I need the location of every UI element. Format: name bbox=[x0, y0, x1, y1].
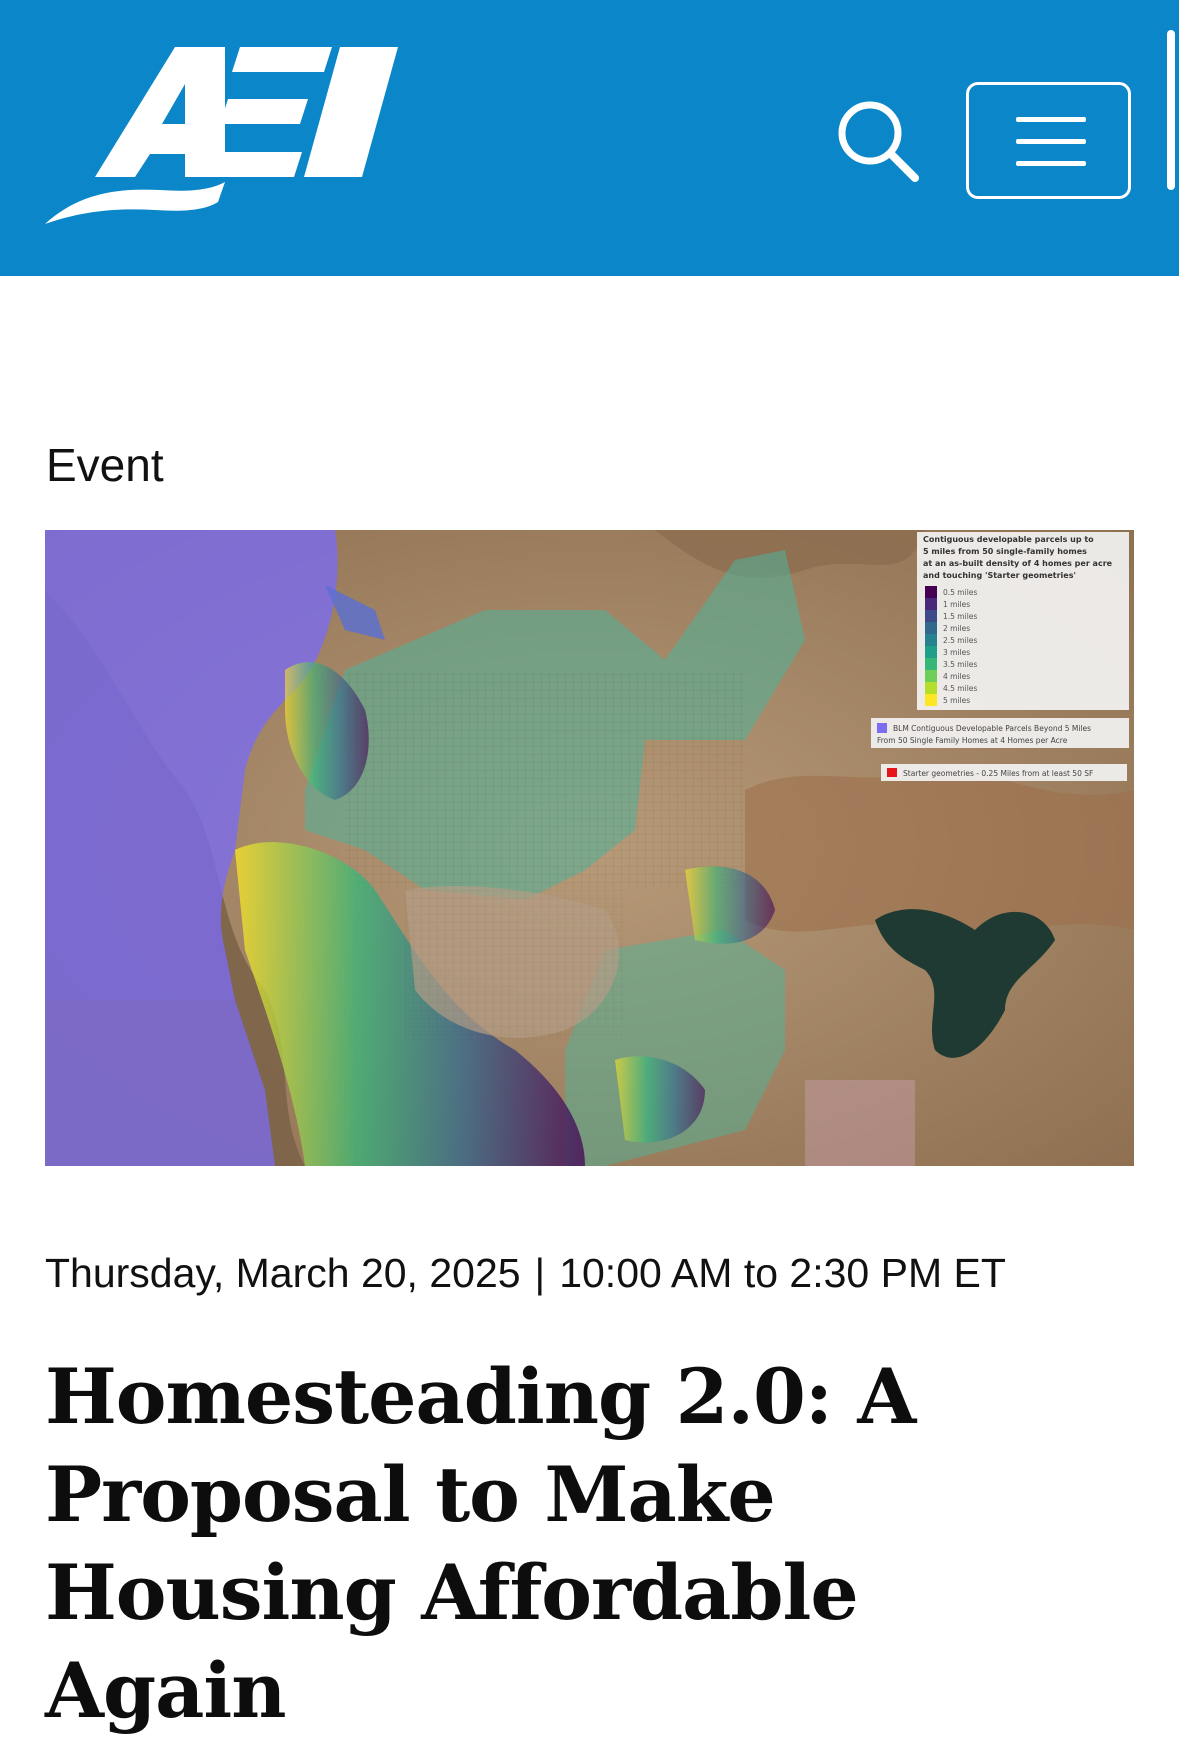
legend-item-label: 2.5 miles bbox=[943, 636, 978, 645]
event-time: 10:00 AM to 2:30 PM ET bbox=[559, 1250, 1006, 1296]
legend-item-label: 4.5 miles bbox=[943, 684, 978, 693]
legend-item-label: 1 miles bbox=[943, 600, 971, 609]
legend-heading-line: at an as-built density of 4 homes per acre bbox=[923, 559, 1113, 568]
legend-item-label: 3.5 miles bbox=[943, 660, 978, 669]
blm-legend-line: BLM Contiguous Developable Parcels Beyond 5 Miles bbox=[893, 724, 1092, 733]
blm-legend-line: From 50 Single Family Homes at 4 Homes per Acre bbox=[877, 736, 1068, 745]
map-legend bbox=[917, 532, 1129, 710]
content-type-label: Event bbox=[46, 439, 164, 491]
starter-legend bbox=[881, 764, 1127, 781]
legend-item-label: 2 miles bbox=[943, 624, 971, 633]
legend-swatch bbox=[925, 670, 937, 682]
event-date-time bbox=[45, 1250, 1006, 1297]
starter-legend-label: Starter geometries - 0.25 Miles from at least 50 SF bbox=[903, 769, 1094, 778]
legend-item-label: 3 miles bbox=[943, 648, 971, 657]
legend-swatch bbox=[925, 682, 937, 694]
menu-button[interactable] bbox=[966, 82, 1131, 199]
legend-swatch bbox=[925, 586, 937, 598]
legend-swatch bbox=[925, 634, 937, 646]
legend-item-label: 0.5 miles bbox=[943, 588, 978, 597]
date-time-separator: | bbox=[534, 1250, 546, 1296]
legend-swatch bbox=[925, 694, 937, 706]
aei-logo[interactable] bbox=[40, 42, 430, 242]
site-header bbox=[0, 0, 1179, 276]
scrollbar[interactable] bbox=[1167, 30, 1175, 190]
legend-swatch bbox=[925, 598, 937, 610]
search-button[interactable] bbox=[835, 98, 921, 184]
legend-item-label: 5 miles bbox=[943, 696, 971, 705]
legend-heading-line: and touching 'Starter geometries' bbox=[923, 571, 1076, 580]
search-icon bbox=[835, 98, 921, 184]
hero-map-image bbox=[45, 530, 1134, 1166]
legend-item-label: 4 miles bbox=[943, 672, 971, 681]
legend-swatch bbox=[925, 646, 937, 658]
legend-item-label: 1.5 miles bbox=[943, 612, 978, 621]
legend-heading-line: 5 miles from 50 single-family homes bbox=[923, 547, 1087, 556]
legend-swatch bbox=[925, 610, 937, 622]
page-title: Homesteading 2.0: A Proposal to Make Housing Affordable Again bbox=[45, 1352, 916, 1735]
legend-swatch bbox=[925, 622, 937, 634]
legend-heading-line: Contiguous developable parcels up to bbox=[923, 535, 1094, 544]
blm-legend bbox=[871, 718, 1129, 748]
event-date: Thursday, March 20, 2025 bbox=[45, 1250, 521, 1296]
legend-swatch bbox=[925, 658, 937, 670]
